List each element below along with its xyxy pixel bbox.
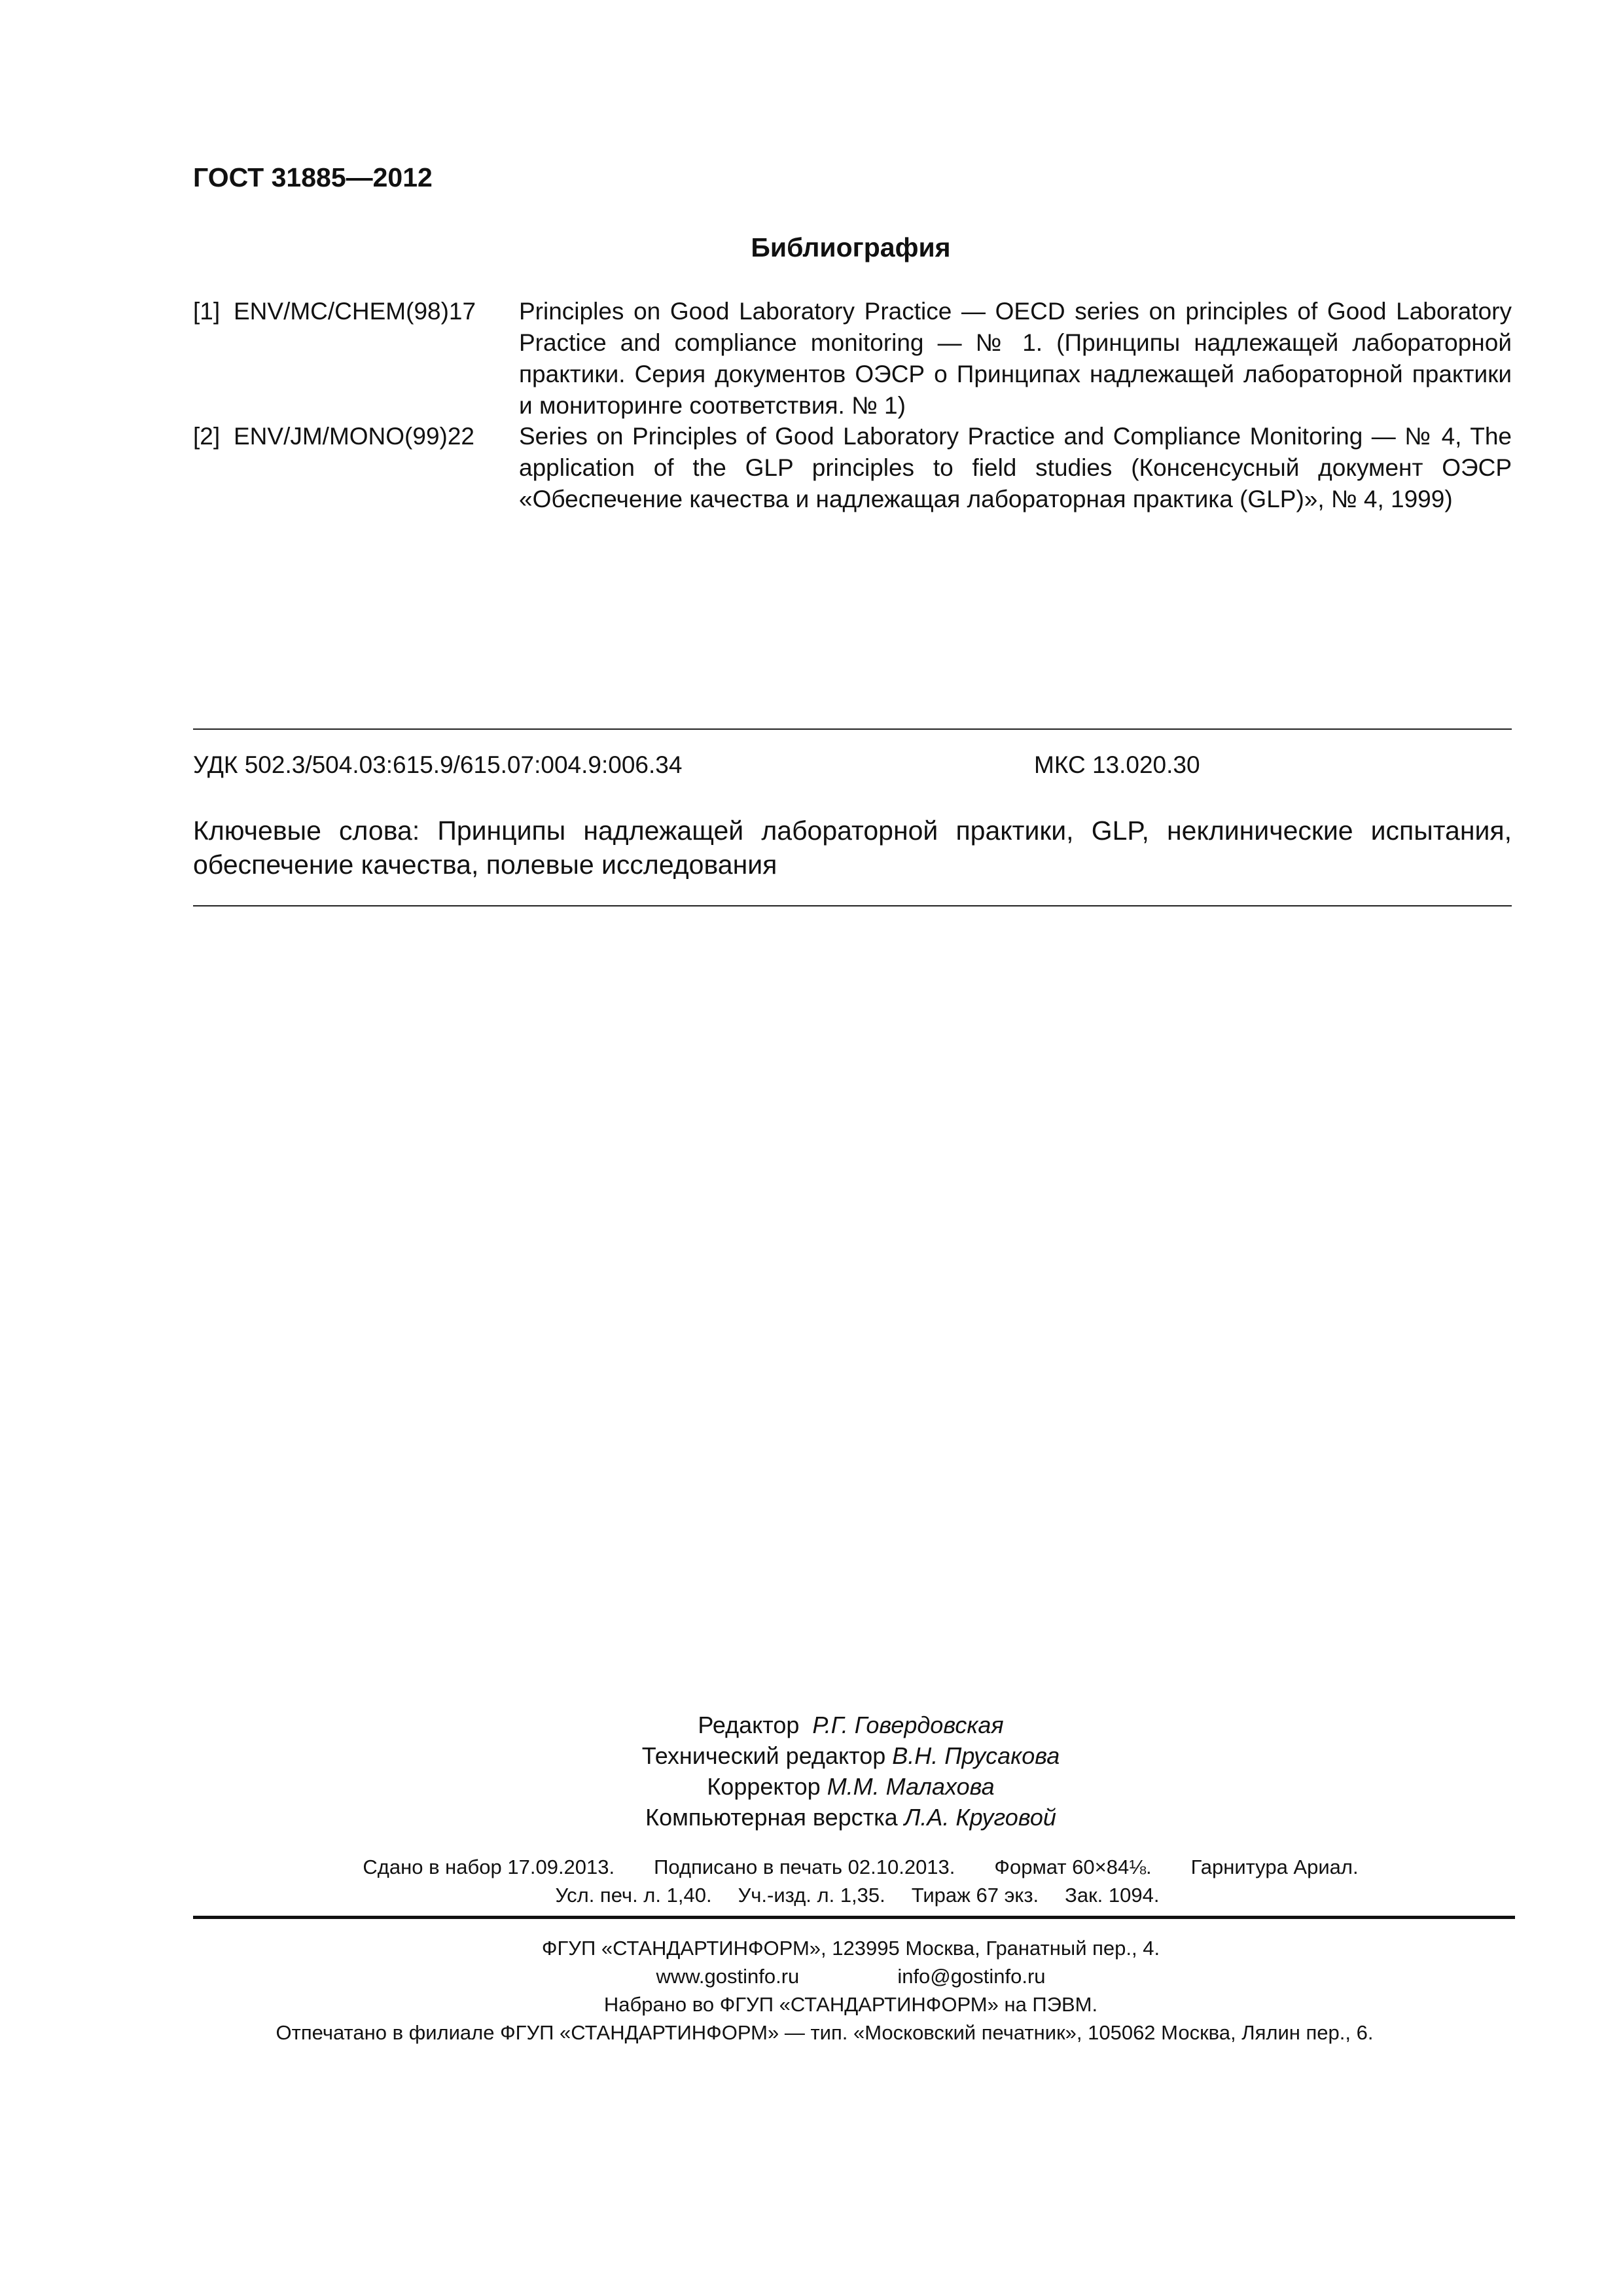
mks-code: МКС 13.020.30 [1034,751,1200,778]
entry-code: ENV/JM/MONO(99)22 [234,423,475,450]
typeface: Гарнитура Ариал. [1190,1856,1359,1878]
typeset-note: Набрано во ФГУП «СТАНДАРТИНФОРМ» на ПЭВМ. [603,1993,1098,2016]
publisher-address: ФГУП «СТАНДАРТИНФОРМ», 123995 Москва, Гранатный пер., 4. [541,1937,1160,1960]
credit-role: Корректор [707,1773,821,1800]
credit-layout [0,1802,1623,1833]
divider-top [193,728,1512,730]
bibliography-entry [193,296,1512,422]
bibliography-entry [193,421,1512,515]
credit-proofreader [0,1771,1623,1802]
entry-number: [1] [193,298,221,325]
entry-text: Principles on Good Laboratory Practice — OECD series on principles of Good Laboratory Practice and compliance monitoring — № 1. (Принципы надлежащей лабораторной практики. Серия документов ОЭСР о Принципах надлежащей лабораторной практики и мониторинге соответствия. № 1) [519,298,1512,419]
credit-role: Технический редактор [641,1742,886,1769]
entry-number: [2] [193,423,221,450]
entry-text: Series on Principles of Good Laboratory Practice and Compliance Monitoring — № 4, The application of the GLP principles to field studies (Консенсусный документ ОЭСР «Обеспечение качества и надлежащая лабораторная практика (GLP)», № 4, 1999) [519,423,1512,512]
document-number: ГОСТ 31885—2012 [193,162,433,192]
typeset-date: Сдано в набор 17.09.2013. [363,1856,615,1878]
printed-note: Отпечатано в филиале ФГУП «СТАНДАРТИНФОРМ» — тип. «Московский печатник», 105062 Москва, Лялин пер., 6. [276,2021,1374,2044]
entry-code: ENV/MC/CHEM(98)17 [234,298,476,325]
print-info-line-2 [0,1881,1623,1909]
divider-thick [193,1916,1515,1919]
signed-date: Подписано в печать 02.10.2013. [654,1856,955,1878]
credit-person: В.Н. Прусакова [892,1742,1060,1769]
printed-sheets: Усл. печ. л. 1,40. [555,1884,712,1907]
credit-person: М.М. Малахова [827,1773,995,1800]
publisher-sheets: Уч.-изд. л. 1,35. [738,1884,885,1907]
keywords: Ключевые слова: Принципы надлежащей лабораторной практики, GLP, неклинические испытания, обеспечение качества, полевые исследования [193,816,1512,880]
udk-code: УДК 502.3/504.03:615.9/615.07:004.9:006.34 [193,751,683,778]
credit-role: Редактор [698,1712,800,1738]
credit-role: Компьютерная верстка [645,1804,898,1831]
credit-person: Л.А. Круговой [904,1804,1056,1831]
website-link[interactable]: www.gostinfo.ru [656,1965,800,1988]
print-run: Тираж 67 экз. [911,1884,1039,1907]
email-link[interactable]: info@gostinfo.ru [897,1965,1046,1988]
bibliography-title: Библиография [751,232,951,262]
format: Формат 60×84⅛. [994,1856,1152,1878]
publisher-contacts [0,1962,1623,1990]
order-number: Зак. 1094. [1065,1884,1160,1907]
print-info-line-1 [0,1853,1623,1881]
credit-tech-editor [0,1740,1623,1771]
divider-bottom [193,905,1512,906]
credit-person: Р.Г. Говердовская [812,1712,1004,1738]
credit-editor [0,1710,1623,1740]
